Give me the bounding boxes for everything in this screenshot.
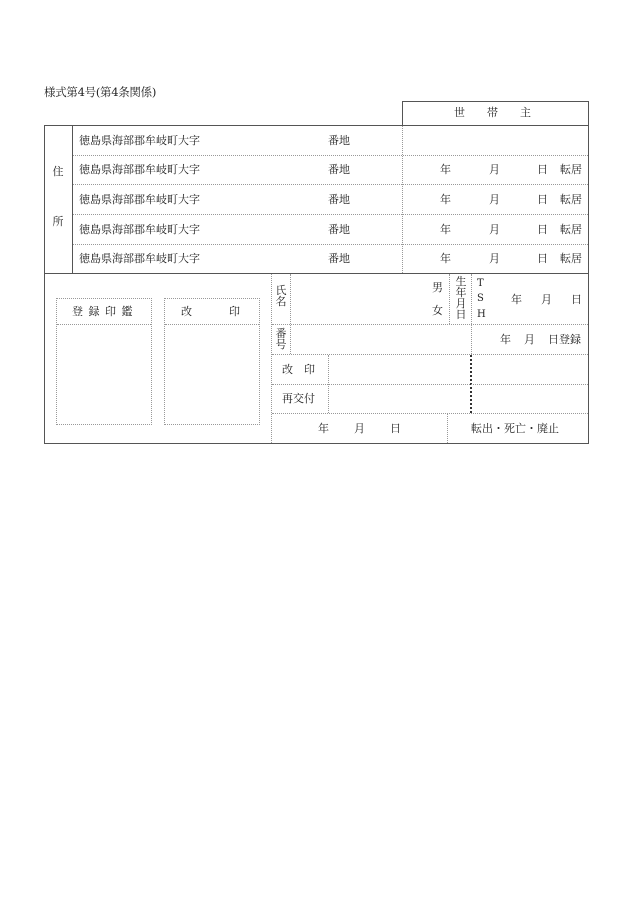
reg-month: 月	[524, 333, 535, 346]
address-prefix: 徳島県海部郡牟岐町大字	[79, 193, 200, 206]
address-suffix: 番地	[328, 193, 350, 206]
footer-day: 日	[390, 422, 401, 435]
move-month: 月	[489, 252, 500, 265]
birth-month: 月	[541, 293, 552, 306]
status-label: 転出・死亡・廃止	[471, 422, 559, 435]
move-day: 日	[537, 223, 548, 236]
move-month: 月	[489, 193, 500, 206]
move-label: 転居	[560, 252, 582, 265]
address-suffix: 番地	[328, 134, 350, 147]
move-year: 年	[440, 223, 451, 236]
birth-label: 生 年 月 日	[455, 275, 467, 321]
household-head-label: 世 帯 主	[454, 106, 531, 119]
era-heisei: H	[477, 309, 486, 320]
birth-day: 日	[571, 293, 582, 306]
reg-day: 日登録	[548, 333, 581, 346]
move-month: 月	[489, 163, 500, 176]
name-label: 氏 名	[275, 284, 287, 308]
footer-month: 月	[354, 422, 365, 435]
form-title: 様式第4号(第4条関係)	[44, 85, 157, 99]
number-label: 番 号	[275, 327, 287, 351]
changed-seal-label-right: 印	[229, 305, 240, 318]
gender-male: 男	[432, 281, 443, 294]
changed-seal-box	[164, 298, 260, 425]
address-suffix: 番地	[328, 223, 350, 236]
move-year: 年	[440, 163, 451, 176]
seal-change-label: 改 印	[282, 363, 315, 376]
registered-seal-label: 登 録 印 鑑	[72, 305, 134, 318]
changed-seal-label-left: 改	[181, 305, 192, 318]
move-label: 転居	[560, 223, 582, 236]
address-suffix: 番地	[328, 252, 350, 265]
move-day: 日	[537, 163, 548, 176]
move-year: 年	[440, 252, 451, 265]
move-year: 年	[440, 193, 451, 206]
era-taisho: T	[477, 278, 484, 289]
address-prefix: 徳島県海部郡牟岐町大字	[79, 223, 200, 236]
address-prefix: 徳島県海部郡牟岐町大字	[79, 134, 200, 147]
reissue-label: 再交付	[282, 392, 315, 405]
era-showa: S	[477, 293, 484, 304]
address-suffix: 番地	[328, 163, 350, 176]
birth-year: 年	[511, 293, 522, 306]
address-prefix: 徳島県海部郡牟岐町大字	[79, 163, 200, 176]
move-label: 転居	[560, 163, 582, 176]
address-label-top: 住	[52, 165, 64, 178]
move-label: 転居	[560, 193, 582, 206]
gender-female: 女	[432, 304, 443, 317]
move-month: 月	[489, 223, 500, 236]
address-prefix: 徳島県海部郡牟岐町大字	[79, 252, 200, 265]
footer-year: 年	[318, 422, 329, 435]
move-day: 日	[537, 193, 548, 206]
reg-year: 年	[500, 333, 511, 346]
address-label-bottom: 所	[52, 215, 64, 228]
move-day: 日	[537, 252, 548, 265]
